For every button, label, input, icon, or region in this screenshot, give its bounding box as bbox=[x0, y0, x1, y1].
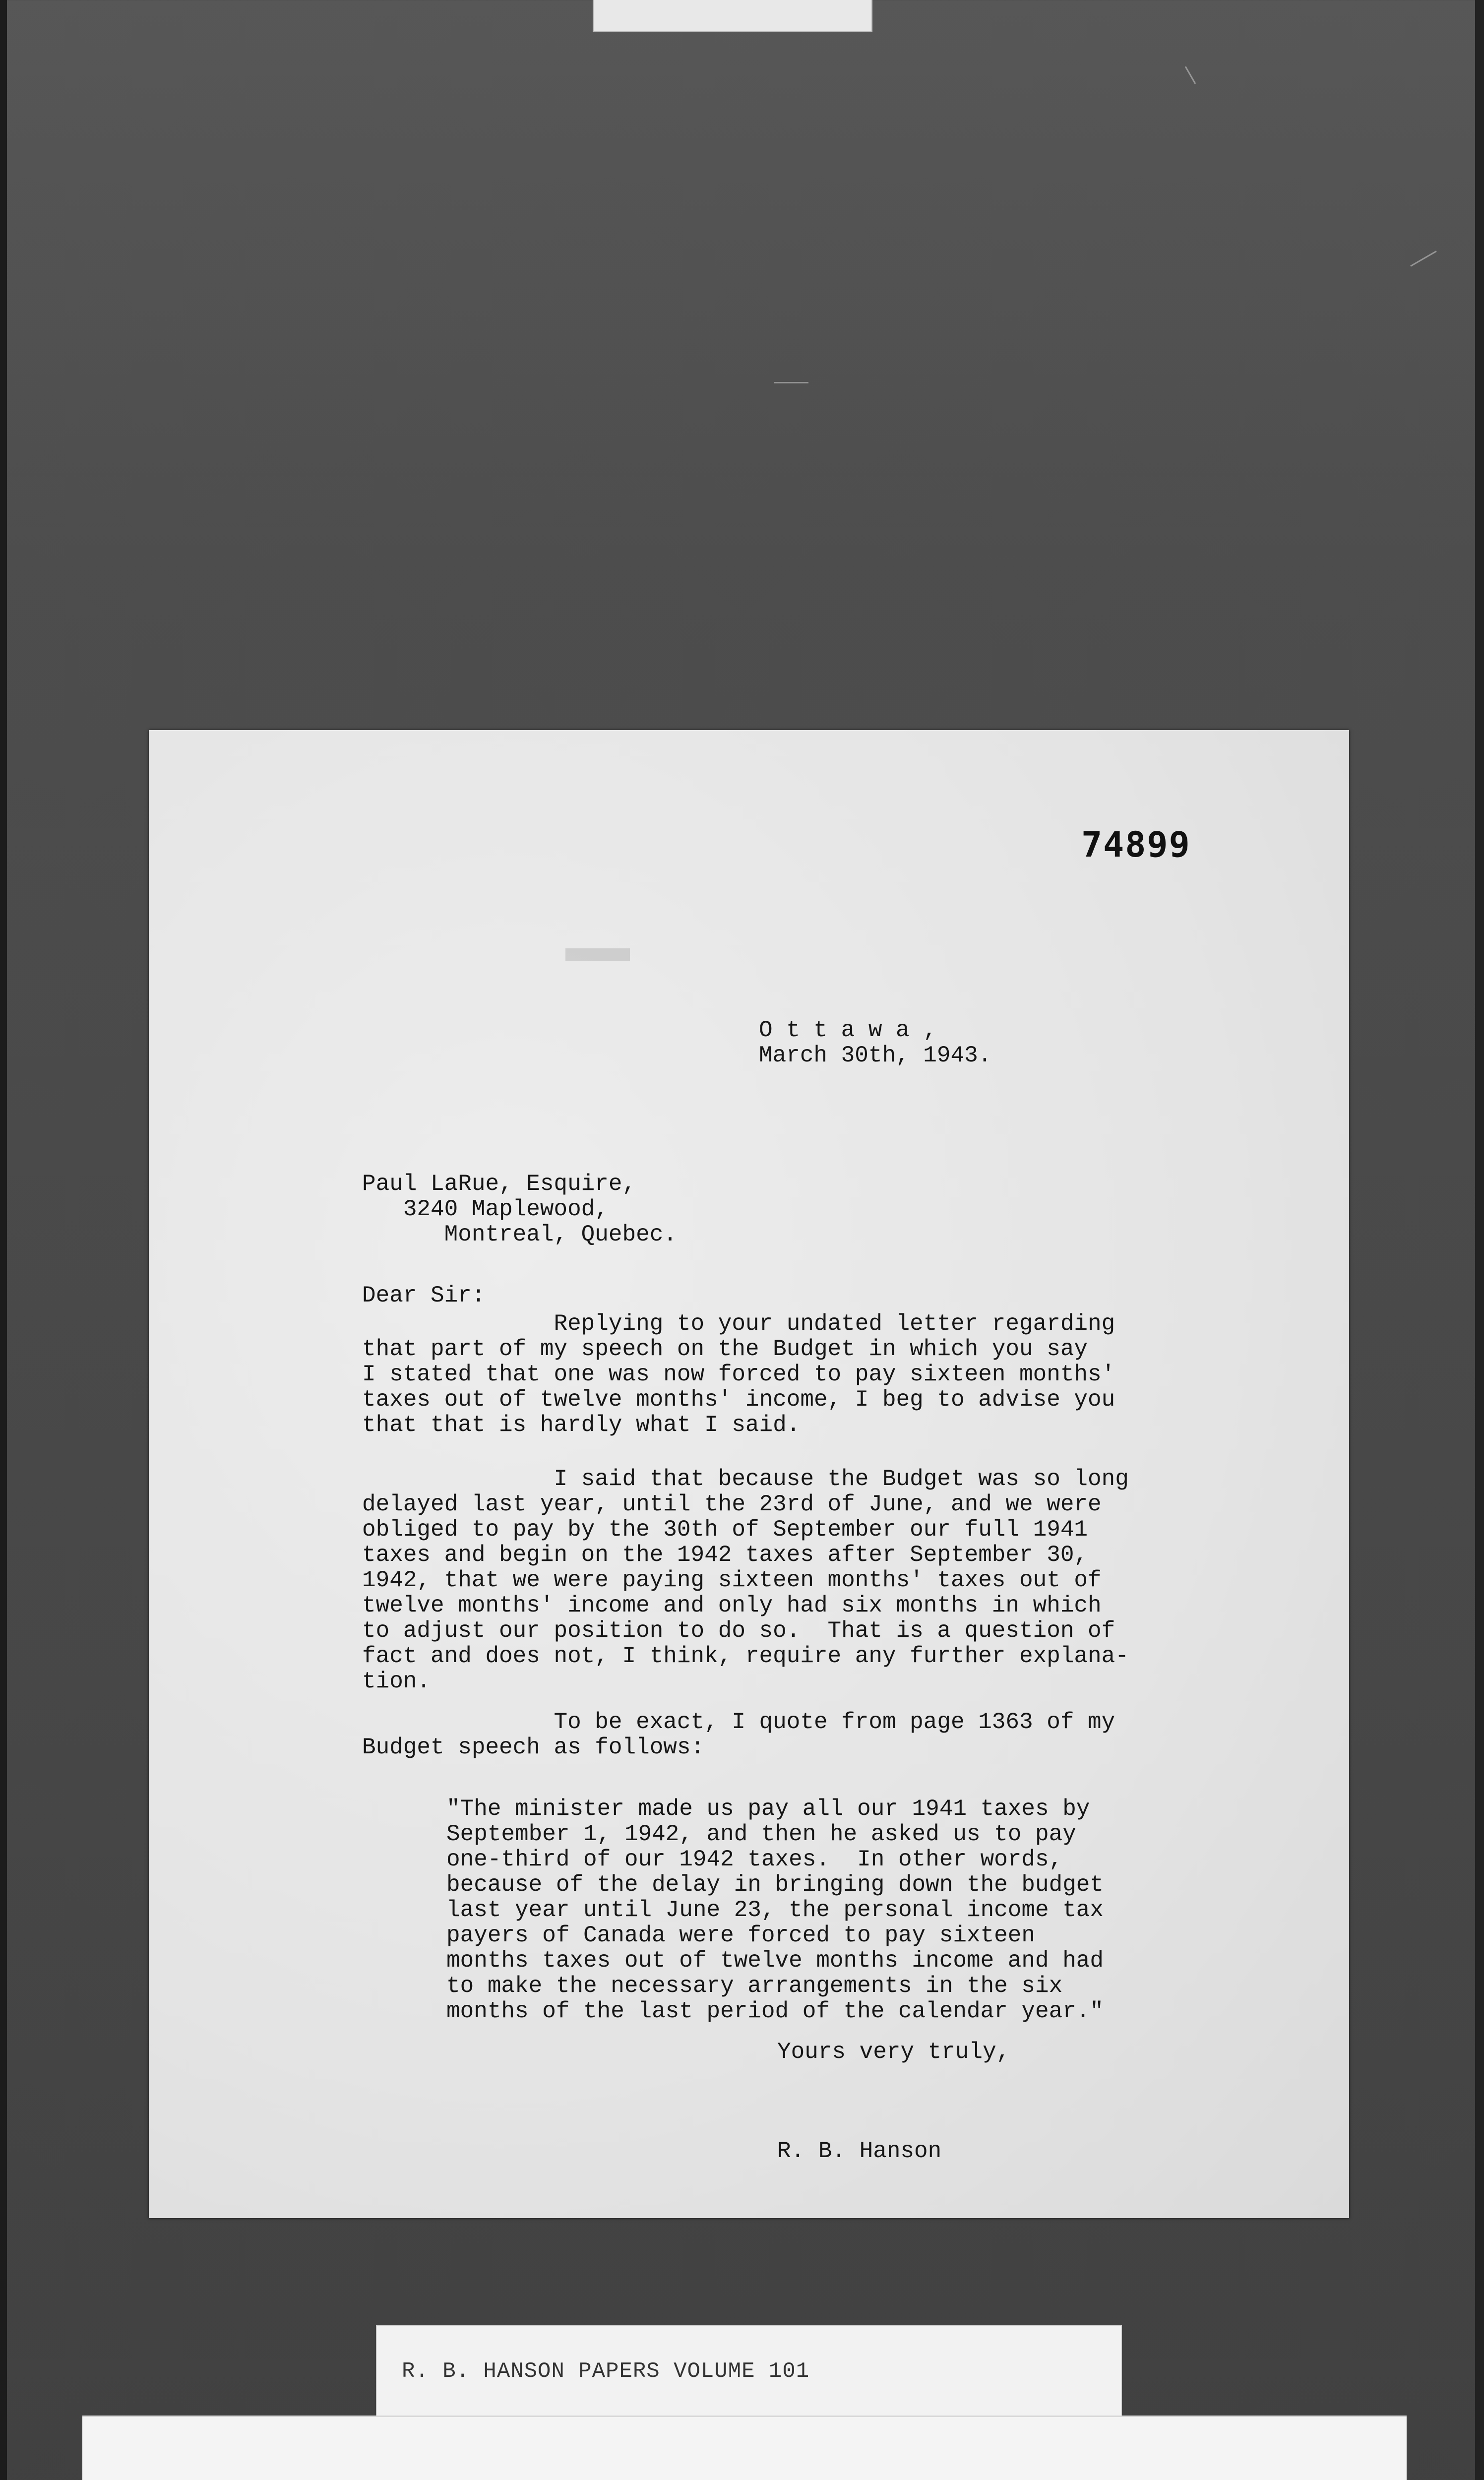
letter-paragraph-1: Replying to your undated letter regarding that part of my speech on the Budget in which you say I stated that one was now forced to pay sixteen months' taxes out of twelve months' income, I beg to advise you that that is hardly what I said. bbox=[362, 1311, 1115, 1438]
letter-paragraph-3: To be exact, I quote from page 1363 of my Budget speech as follows: bbox=[362, 1709, 1115, 1760]
letter-salutation: Dear Sir: bbox=[362, 1283, 486, 1308]
letter-sheet bbox=[149, 730, 1349, 2218]
budget-speech-quote: "The minister made us pay all our 1941 taxes by September 1, 1942, and then he asked us to pay one-third of our 1942 taxes. In other words, because of the delay in bringing down the budget last year until June 23, the personal income tax payers of Canada were forced to pay sixteen months taxes out of twelve months income and had to make the necessary arrangements in the six months of the last period of the calendar year." bbox=[446, 1796, 1104, 2024]
board-edge-right bbox=[1475, 0, 1484, 2480]
archives-banner bbox=[82, 2416, 1407, 2480]
board-edge-left bbox=[0, 0, 7, 2480]
recipient-address: Paul LaRue, Esquire, 3240 Maplewood, Montreal, Quebec. bbox=[362, 1171, 677, 1247]
letter-paragraph-2: I said that because the Budget was so long delayed last year, until the 23rd of June, and we were obliged to pay by the 30th of September our full 1941 taxes and begin on the 1942 taxes after September 30, 1942, that we were paying sixteen months' taxes out of twelve months' income and only had six months in which to adjust our position to do so. That is a question of fact and does not, I think, require any further explana- tion. bbox=[362, 1466, 1129, 1694]
letter-signature: R. B. Hanson bbox=[777, 2138, 942, 2164]
top-mounting-tab bbox=[593, 0, 872, 32]
volume-label-text: R. B. HANSON PAPERS VOLUME 101 bbox=[402, 2359, 810, 2384]
letter-dateline: O t t a w a , March 30th, 1943. bbox=[759, 1017, 992, 1068]
volume-label bbox=[376, 2325, 1122, 2421]
board-scratch bbox=[774, 382, 808, 383]
board-scratch bbox=[1410, 250, 1436, 267]
ink-smudge bbox=[565, 948, 630, 961]
letter-closing: Yours very truly, bbox=[777, 2039, 1010, 2065]
reference-number: 74899 bbox=[1081, 824, 1191, 865]
board-scratch bbox=[1185, 66, 1196, 84]
